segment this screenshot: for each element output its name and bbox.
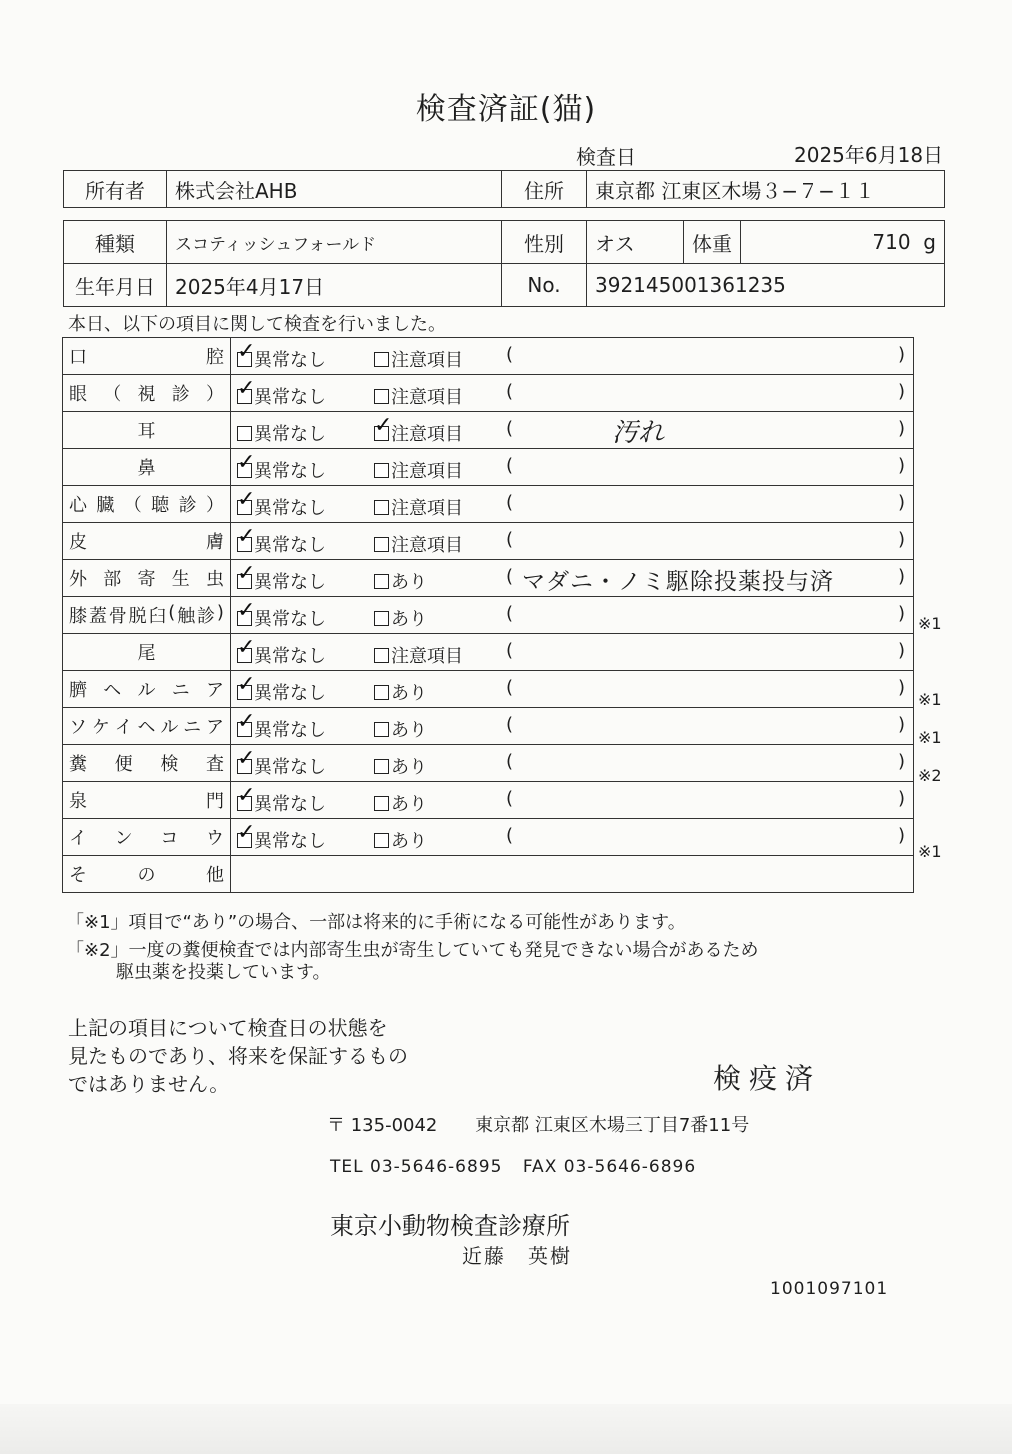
option-secondary-label: あり xyxy=(391,720,427,741)
inspection-item-label xyxy=(63,782,231,819)
inspection-item-label xyxy=(63,597,231,634)
breed-label: 種類 xyxy=(64,221,167,264)
checkbox-secondary[interactable] xyxy=(374,463,389,478)
label-char: 他 xyxy=(206,865,224,886)
paren-open: ( xyxy=(506,455,514,476)
intro-text: 本日、以下の項目に関して検査を行いました。 xyxy=(68,314,446,335)
inspection-row xyxy=(63,745,914,782)
label-char: 臓 xyxy=(96,495,115,516)
option-secondary-label: あり xyxy=(391,757,427,778)
inspection-item-label xyxy=(63,708,231,745)
quarantine-stamp: 検疫済 xyxy=(713,1062,822,1095)
birth-label: 生年月日 xyxy=(64,264,167,307)
paren-open: ( xyxy=(506,344,514,365)
checkbox-normal[interactable] xyxy=(237,709,256,737)
option-secondary[interactable] xyxy=(374,531,463,557)
label-char: 聴 xyxy=(151,495,170,516)
option-secondary-label: 注意項目 xyxy=(391,461,463,482)
inspection-result xyxy=(231,412,914,449)
inspection-item-label xyxy=(63,745,231,782)
option-normal[interactable] xyxy=(237,709,326,742)
inspection-result xyxy=(231,671,914,708)
inspection-row xyxy=(63,819,914,856)
inspection-row xyxy=(63,338,914,375)
weight-cell xyxy=(741,221,945,264)
option-normal-label: 異常なし xyxy=(254,572,326,593)
option-secondary[interactable] xyxy=(374,827,427,853)
inspection-item-label xyxy=(63,819,231,856)
option-normal[interactable] xyxy=(237,450,326,483)
other-label xyxy=(63,856,231,893)
label-char: ン xyxy=(114,828,133,849)
remarks-text: マダニ・ノミ駆除投薬投与済 xyxy=(522,569,834,595)
label-char: （ xyxy=(123,495,142,516)
option-secondary-label: あり xyxy=(391,831,427,852)
inspection-item-label xyxy=(63,560,231,597)
sex-value: オス xyxy=(587,221,684,264)
paren-close: ) xyxy=(897,714,905,735)
label-char: イ xyxy=(69,828,87,849)
inspection-row xyxy=(63,449,914,486)
label-char: 膝 xyxy=(69,606,87,627)
label-char: 診 xyxy=(171,384,190,405)
label-char: 視 xyxy=(137,384,156,405)
paren-open: ( xyxy=(506,381,514,402)
checkbox-secondary[interactable] xyxy=(374,648,389,663)
label-char: 虫 xyxy=(206,569,224,590)
label-char: 耳 xyxy=(137,421,156,442)
label-char: ウ xyxy=(205,828,224,849)
scan-shadow xyxy=(0,1404,1012,1454)
inspection-result xyxy=(231,745,914,782)
contact-line xyxy=(330,1157,696,1177)
label-char: 蓋 xyxy=(88,606,107,627)
option-secondary[interactable] xyxy=(374,457,463,483)
clinic-address-line xyxy=(327,1111,749,1137)
owner-label: 所有者 xyxy=(64,171,167,208)
label-char: ) xyxy=(216,602,224,623)
option-secondary-label: 注意項目 xyxy=(391,387,463,408)
option-normal-label: 異常なし xyxy=(254,646,326,667)
inspection-result xyxy=(231,449,914,486)
disclaimer-line: 上記の項目について検査日の状態を xyxy=(68,1016,388,1040)
label-char: 便 xyxy=(114,754,133,775)
inspection-row xyxy=(63,486,914,523)
option-secondary[interactable] xyxy=(374,642,463,668)
option-secondary[interactable] xyxy=(374,413,463,446)
paren-close: ) xyxy=(897,603,905,624)
option-secondary[interactable] xyxy=(374,346,463,372)
label-char: 腔 xyxy=(206,347,224,368)
paren-close: ) xyxy=(897,529,905,550)
label-char: ソ xyxy=(69,717,87,738)
option-secondary[interactable] xyxy=(374,790,427,816)
checkbox-normal[interactable] xyxy=(237,783,256,811)
option-normal-label: 異常なし xyxy=(254,535,326,556)
label-char: 検 xyxy=(160,754,179,775)
disclaimer xyxy=(68,1014,408,1098)
checkbox-normal[interactable] xyxy=(237,376,256,404)
option-normal[interactable] xyxy=(237,524,326,557)
option-normal[interactable] xyxy=(237,339,326,372)
inspection-item-label xyxy=(63,449,231,486)
number-label: No. xyxy=(502,264,587,307)
paren-close: ) xyxy=(897,788,905,809)
option-secondary[interactable] xyxy=(374,753,427,779)
inspection-row xyxy=(63,375,914,412)
label-char: 脱 xyxy=(128,606,147,627)
inspection-row xyxy=(63,782,914,819)
remarks-text: 汚れ xyxy=(612,418,665,448)
paren-close: ) xyxy=(897,566,905,587)
paren-open: ( xyxy=(506,751,514,772)
label-char: そ xyxy=(69,865,87,886)
checkbox-secondary[interactable] xyxy=(374,413,393,441)
document-code: 1001097101 xyxy=(770,1279,889,1299)
inspection-row xyxy=(63,671,914,708)
option-normal[interactable] xyxy=(237,820,326,853)
doctor-name: 近藤 英樹 xyxy=(462,1244,572,1268)
inspection-result xyxy=(231,819,914,856)
option-secondary-label: 注意項目 xyxy=(391,535,463,556)
check-mark-icon: ✓ xyxy=(237,709,256,734)
option-normal-label: 異常なし xyxy=(254,683,326,704)
birth-value: 2025年4月17日 xyxy=(167,264,502,307)
check-mark-icon: ✓ xyxy=(237,450,256,475)
check-mark-icon: ✓ xyxy=(374,413,393,438)
option-normal-label: 異常なし xyxy=(254,794,326,815)
option-secondary[interactable] xyxy=(374,679,427,705)
checkbox-secondary[interactable] xyxy=(374,574,389,589)
paren-open: ( xyxy=(506,714,514,735)
inspection-item-label xyxy=(63,634,231,671)
check-mark-icon: ✓ xyxy=(237,746,256,771)
inspection-result xyxy=(231,708,914,745)
label-char: コ xyxy=(160,828,179,849)
checkbox-secondary[interactable] xyxy=(374,685,389,700)
document-title: 検査済証(猫) xyxy=(415,92,597,127)
option-normal[interactable] xyxy=(237,635,326,668)
label-char: 心 xyxy=(69,495,87,516)
pet-info-table xyxy=(63,220,945,307)
postal-code: 〒 135-0042 xyxy=(327,1115,438,1136)
option-secondary[interactable] xyxy=(374,716,427,742)
footnote-mark: ※1 xyxy=(918,690,942,709)
option-normal[interactable] xyxy=(237,746,326,779)
inspection-row xyxy=(63,412,914,449)
option-normal[interactable] xyxy=(237,783,326,816)
check-mark-icon: ✓ xyxy=(237,635,256,660)
checkbox-normal[interactable] xyxy=(237,746,256,774)
checkbox-normal[interactable] xyxy=(237,524,256,552)
checkbox-secondary[interactable] xyxy=(374,611,389,626)
footnote-mark: ※1 xyxy=(918,614,942,633)
inspection-row xyxy=(63,634,914,671)
checkbox-normal[interactable] xyxy=(237,450,256,478)
label-char: 皮 xyxy=(69,532,87,553)
inspection-result xyxy=(231,782,914,819)
paren-open: ( xyxy=(506,566,514,587)
clinic-name: 東京小動物検査診療所 xyxy=(330,1212,570,1240)
paren-close: ) xyxy=(897,381,905,402)
label-char: 外 xyxy=(69,569,87,590)
checkbox-normal[interactable] xyxy=(237,672,256,700)
label-char: ヘ xyxy=(137,717,156,738)
option-normal[interactable] xyxy=(237,376,326,409)
checkbox-normal[interactable] xyxy=(237,339,256,367)
option-secondary[interactable] xyxy=(374,605,427,631)
check-mark-icon: ✓ xyxy=(237,598,256,623)
option-secondary[interactable] xyxy=(374,568,427,594)
label-char: 臼 xyxy=(148,606,167,627)
checkbox-secondary[interactable] xyxy=(374,389,389,404)
inspection-row xyxy=(63,560,914,597)
address-value: 東京都 江東区木場３−７−１１ xyxy=(587,171,945,208)
footnote-2: 「※2」一度の糞便検査では内部寄生虫が寄生していても発見できない場合があるため xyxy=(66,940,759,961)
label-char: ル xyxy=(137,680,156,701)
inspection-row xyxy=(63,523,914,560)
checkbox-secondary[interactable] xyxy=(374,352,389,367)
tel-number: TEL 03-5646-6895 xyxy=(330,1157,503,1177)
check-mark-icon: ✓ xyxy=(237,524,256,549)
checkbox-secondary[interactable] xyxy=(374,537,389,552)
footnote-mark: ※2 xyxy=(918,766,942,785)
label-char: 尾 xyxy=(137,643,156,664)
paren-open: ( xyxy=(506,529,514,550)
inspection-item-label xyxy=(63,671,231,708)
label-char: ） xyxy=(205,495,224,516)
option-secondary-label: あり xyxy=(391,572,427,593)
checkbox-secondary[interactable] xyxy=(374,833,389,848)
option-secondary[interactable] xyxy=(374,494,463,520)
breed-value: スコティッシュフォールド xyxy=(167,221,502,264)
option-normal-label: 異常なし xyxy=(254,424,326,445)
paren-close: ) xyxy=(897,751,905,772)
option-normal-label: 異常なし xyxy=(254,609,326,630)
label-char: ニ xyxy=(183,717,202,738)
label-char: 鼻 xyxy=(137,458,156,479)
label-char: 糞 xyxy=(69,754,87,775)
label-char: ケ xyxy=(91,717,110,738)
label-char: 寄 xyxy=(137,569,156,590)
inspection-item-label xyxy=(63,486,231,523)
checkbox-normal[interactable] xyxy=(237,561,256,589)
check-mark-icon: ✓ xyxy=(237,672,256,697)
option-normal[interactable] xyxy=(237,487,326,520)
inspection-result xyxy=(231,597,914,634)
label-char: 膚 xyxy=(206,532,224,553)
label-char: 口 xyxy=(69,347,87,368)
inspection-result xyxy=(231,634,914,671)
option-normal[interactable] xyxy=(237,561,326,594)
check-mark-icon: ✓ xyxy=(237,339,256,364)
label-char: 門 xyxy=(206,791,224,812)
paren-open: ( xyxy=(506,788,514,809)
option-secondary-label: 注意項目 xyxy=(391,646,463,667)
paren-open: ( xyxy=(506,603,514,624)
sex-label: 性別 xyxy=(502,221,587,264)
footnote-mark: ※1 xyxy=(918,842,942,861)
fax-number: FAX 03-5646-6896 xyxy=(522,1157,697,1177)
paren-open: ( xyxy=(506,492,514,513)
option-normal-label: 異常なし xyxy=(254,498,326,519)
option-secondary-label: 注意項目 xyxy=(391,424,463,445)
footnote-1: 「※1」項目で“あり”の場合、一部は将来的に手術になる可能性があります。 xyxy=(66,912,686,933)
label-char: 診 xyxy=(178,495,197,516)
option-secondary[interactable] xyxy=(374,383,463,409)
inspection-date: 2025年6月18日 xyxy=(794,143,944,167)
checkbox-normal[interactable] xyxy=(237,820,256,848)
disclaimer-line: 見たものであり、将来を保証するもの xyxy=(68,1044,408,1068)
weight-label: 体重 xyxy=(684,221,741,264)
label-char: 臍 xyxy=(69,680,87,701)
paren-close: ) xyxy=(897,677,905,698)
weight-unit: g xyxy=(923,230,936,254)
label-char: 骨 xyxy=(108,606,127,627)
inspection-item-label xyxy=(63,523,231,560)
label-char: ニ xyxy=(171,680,190,701)
checkbox-normal[interactable] xyxy=(237,426,252,441)
paren-open: ( xyxy=(506,825,514,846)
option-secondary-label: あり xyxy=(391,609,427,630)
label-char: ア xyxy=(206,680,224,701)
inspection-result xyxy=(231,338,914,375)
option-secondary-label: 注意項目 xyxy=(391,350,463,371)
paren-close: ) xyxy=(897,640,905,661)
check-mark-icon: ✓ xyxy=(237,487,256,512)
inspection-row xyxy=(63,708,914,745)
paren-close: ) xyxy=(897,344,905,365)
inspection-result xyxy=(231,375,914,412)
paren-open: ( xyxy=(506,677,514,698)
footnote-2-continued: 駆虫薬を投薬しています。 xyxy=(116,962,331,983)
footnote-mark: ※1 xyxy=(918,728,942,747)
label-char: の xyxy=(137,865,156,886)
inspection-table xyxy=(62,337,914,893)
option-normal-label: 異常なし xyxy=(254,757,326,778)
inspection-row xyxy=(63,597,914,634)
checkbox-secondary[interactable] xyxy=(374,759,389,774)
other-value xyxy=(231,856,914,893)
label-char: ア xyxy=(205,717,224,738)
paren-close: ) xyxy=(897,455,905,476)
paren-close: ) xyxy=(897,825,905,846)
inspection-result xyxy=(231,486,914,523)
option-secondary-label: 注意項目 xyxy=(391,498,463,519)
paren-close: ) xyxy=(897,418,905,439)
clinic-address: 東京都 江東区木場三丁目7番11号 xyxy=(475,1115,750,1136)
option-normal-label: 異常なし xyxy=(254,831,326,852)
paren-open: ( xyxy=(506,640,514,661)
inspection-date-label: 検査日 xyxy=(576,145,636,169)
inspection-item-label xyxy=(63,375,231,412)
address-label: 住所 xyxy=(502,171,587,208)
label-char: イ xyxy=(114,717,133,738)
checkbox-secondary[interactable] xyxy=(374,796,389,811)
label-char: 泉 xyxy=(69,791,87,812)
option-normal[interactable] xyxy=(237,672,326,705)
inspection-result xyxy=(231,560,914,597)
checkbox-normal[interactable] xyxy=(237,635,256,663)
disclaimer-line: ではありません。 xyxy=(68,1072,230,1096)
label-char: ル xyxy=(160,717,179,738)
checkbox-normal[interactable] xyxy=(237,487,256,515)
label-char: 生 xyxy=(171,569,190,590)
label-char: 眼 xyxy=(69,384,87,405)
owner-value: 株式会社AHB xyxy=(167,171,502,208)
inspection-item-label xyxy=(63,412,231,449)
weight-value: 710 xyxy=(872,230,911,254)
label-char: （ xyxy=(103,384,122,405)
inspection-result xyxy=(231,523,914,560)
paren-close: ) xyxy=(897,492,905,513)
check-mark-icon: ✓ xyxy=(237,820,256,845)
owner-table xyxy=(63,170,945,208)
label-char: ( xyxy=(168,602,176,623)
option-normal-label: 異常なし xyxy=(254,461,326,482)
inspection-item-label xyxy=(63,338,231,375)
option-normal-label: 異常なし xyxy=(254,720,326,741)
option-normal[interactable] xyxy=(237,420,326,446)
option-normal-label: 異常なし xyxy=(254,350,326,371)
number-value: 392145001361235 xyxy=(587,264,945,307)
option-normal-label: 異常なし xyxy=(254,387,326,408)
check-mark-icon: ✓ xyxy=(237,783,256,808)
label-char: ） xyxy=(206,384,224,405)
checkbox-normal[interactable] xyxy=(237,598,256,626)
checkbox-secondary[interactable] xyxy=(374,722,389,737)
check-mark-icon: ✓ xyxy=(237,376,256,401)
checkbox-secondary[interactable] xyxy=(374,500,389,515)
label-char: 触 xyxy=(177,606,196,627)
option-normal[interactable] xyxy=(237,598,326,631)
label-char: 査 xyxy=(205,754,224,775)
option-secondary-label: あり xyxy=(391,794,427,815)
check-mark-icon: ✓ xyxy=(237,561,256,586)
label-char: ヘ xyxy=(103,680,122,701)
option-secondary-label: あり xyxy=(391,683,427,704)
label-char: 診 xyxy=(197,606,216,627)
paren-open: ( xyxy=(506,418,514,439)
label-char: 部 xyxy=(103,569,122,590)
